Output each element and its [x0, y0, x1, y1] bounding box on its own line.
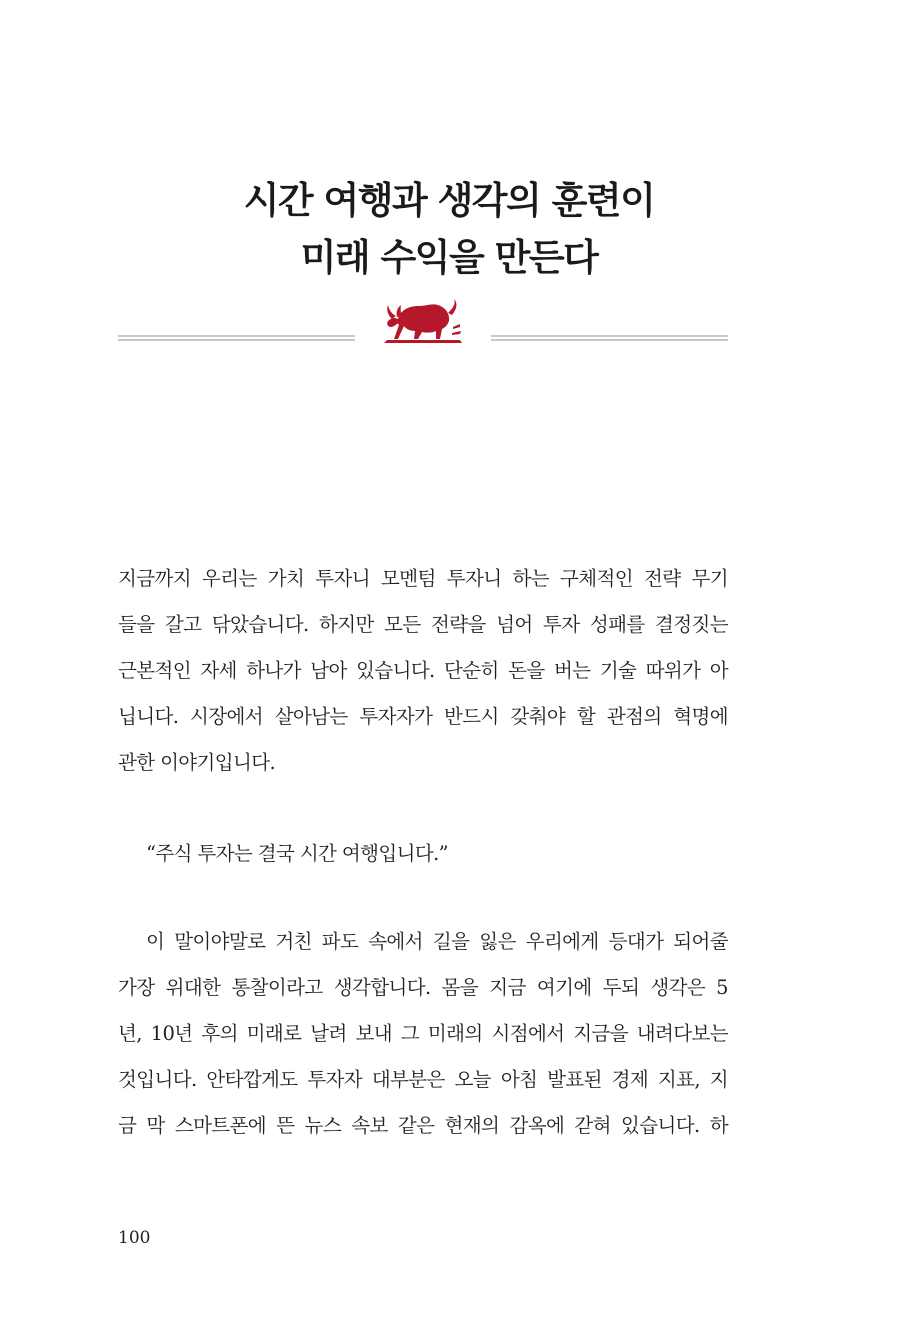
text-line: 닙니다. 시장에서 살아남는 투자자가 반드시 갖춰야 할 관점의 혁명에 — [118, 705, 728, 728]
charging-bull-icon — [382, 293, 464, 345]
text-line: 이 말이야말로 거친 파도 속에서 길을 잃은 우리에게 등대가 되어줄 — [146, 930, 728, 953]
text-line: 년, 10년 후의 미래로 날려 보내 그 미래의 시점에서 지금을 내려다보는 — [118, 1022, 728, 1045]
chapter-title-line-2: 미래 수익을 만든다 — [300, 236, 598, 279]
text-line: 들을 갈고 닦았습니다. 하지만 모든 전략을 넘어 투자 성패를 결정짓는 — [118, 613, 728, 636]
text-line: 지금까지 우리는 가치 투자니 모멘텀 투자니 하는 구체적인 전략 무기 — [118, 567, 728, 590]
chapter-title — [0, 172, 898, 286]
quote-text: “주식 투자는 결국 시간 여행입니다.” — [146, 842, 449, 865]
page-number: 100 — [118, 1228, 151, 1248]
text-line: 근본적인 자세 하나가 남아 있습니다. 단순히 돈을 버는 기술 따위가 아 — [118, 659, 728, 682]
paragraph-time-travel — [118, 919, 728, 1149]
text-line: 것입니다. 안타깝게도 투자자 대부분은 오늘 아침 발표된 경제 지표, 지 — [118, 1068, 728, 1091]
chapter-title-line-1: 시간 여행과 생각의 훈련이 — [243, 179, 655, 222]
ornament-rule-right — [491, 335, 728, 341]
text-line: 가장 위대한 통찰이라고 생각합니다. 몸을 지금 여기에 두되 생각은 5 — [118, 976, 728, 999]
text-line: 관한 이야기입니다. — [118, 751, 276, 774]
text-line: 금 막 스마트폰에 뜬 뉴스 속보 같은 현재의 감옥에 갇혀 있습니다. 하 — [118, 1114, 728, 1137]
quote-paragraph — [118, 831, 728, 877]
paragraph-intro — [118, 556, 728, 786]
ornament-rule-left — [118, 335, 355, 341]
